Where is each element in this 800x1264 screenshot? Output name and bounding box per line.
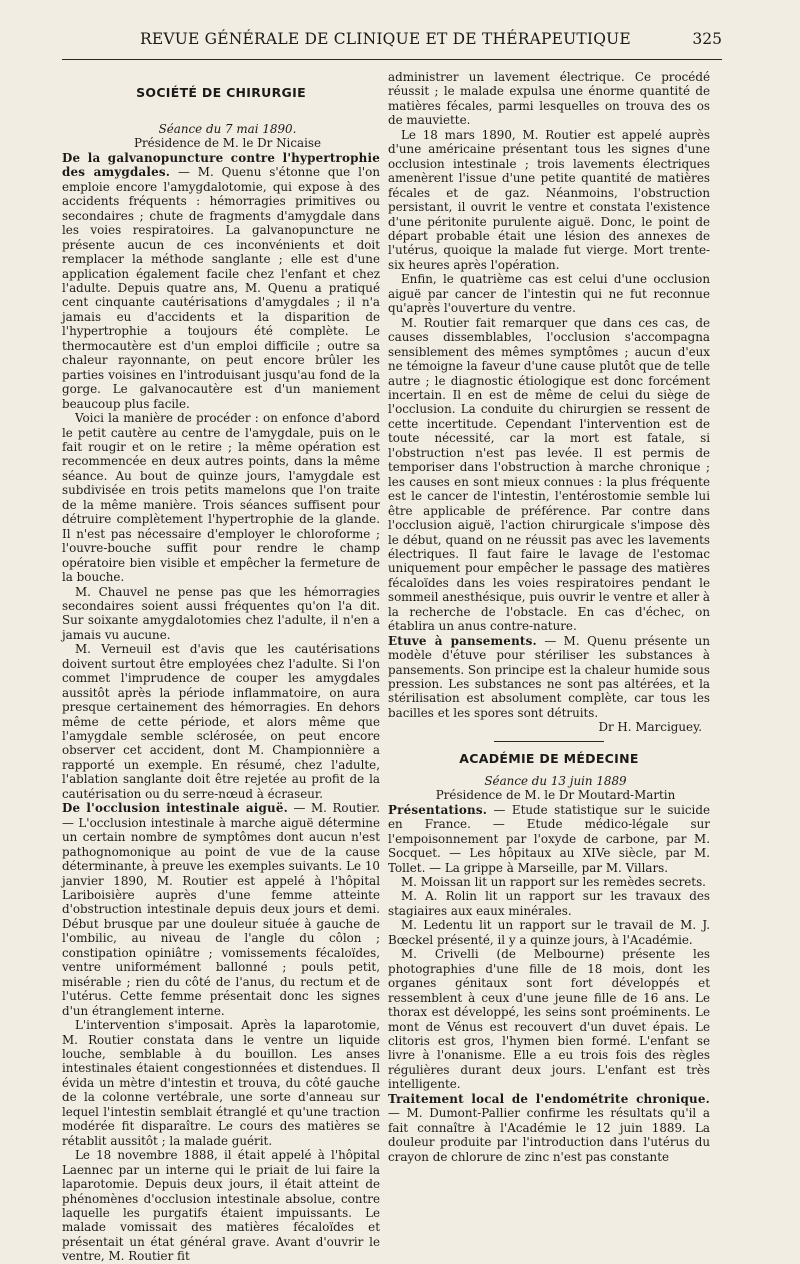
header-rule: [62, 59, 722, 60]
paragraph-procedure: Voici la manière de procéder : on enfonce d'abord le petit cautère au centre de l'amygdale, puis on le fait rougir et on le retire ; la même opération est recommencée en deux autres points, dans la même séance. Au bout de quinze jours, l'amygdale est subdivisée en trois petits mamelons que l'on traite de la même manière. Trois séances suffisent pour détruire complètement l'hypertrophie de la glande. Il n'est pas nécessaire d'employer le chloroforme ; l'ouvre-bouche suffit pour rendre le champ opératoire bien visible et empêcher la fermeture de la bouche.: [62, 411, 380, 585]
left-column: [62, 70, 380, 1264]
signature: Dr H. Marciguey.: [598, 720, 702, 735]
section-title-societe-chirurgie: SOCIÉTÉ DE CHIRURGIE: [136, 85, 306, 100]
section-separator: [494, 741, 604, 742]
page-header: [62, 30, 722, 52]
paragraph-lead: De l'occlusion intestinale aiguë.: [62, 801, 288, 816]
presidence-line: Présidence de M. le Dr Nicaise: [133, 136, 322, 151]
paragraph-rolin: M. A. Rolin lit un rapport sur les travaux des stagiaires aux eaux minérales.: [388, 889, 710, 918]
paragraph-body: — M. Routier. — L'occlusion intestinale à marche aiguë détermine un certain nombre de symptômes dont aucun n'est pathognomonique au point de vue de la cause déterminante, à preuve les exemples suivants. Le 10 janvier 1890, M. Routier est appelé à l'hôpital Lariboisière auprès d'une femme atteinte d'obstruction intestinale depuis deux jours et demi. Début brusque par une douleur située à gauche de l'ombilic, au niveau de l'angle du côlon ; constipation opiniâtre ; vomissements fécaloïdes, ventre uniformément ballonné ; pouls petit, misérable ; rien du côté de l'anus, du rectum et de l'utérus. Cette femme présentait donc les signes d'un étranglement interne.: [62, 801, 381, 1018]
paragraph-occlusion: [62, 801, 380, 1018]
paragraph-etuve: [388, 634, 710, 721]
paragraph-lead: Présentations.: [388, 802, 488, 817]
paragraph-lavement: administrer un lavement électrique. Ce procédé réussit ; le malade expulsa une énorme quantité de matières fécales, parmi lesquelles on trouva des os de mauviette.: [388, 70, 710, 128]
paragraph-ledentu: M. Ledentu lit un rapport sur le travail de M. J. Bœckel présenté, il y a quinze jours, à l'Académie.: [388, 918, 710, 947]
paragraph-laennec: Le 18 novembre 1888, il était appelé à l'hôpital Laennec par un interne qui le priait de lui faire la laparotomie. Depuis deux jours, il était atteint de phénomènes d'occlusion intestinale absolue, contre laquelle les purgatifs étaient impuissants. Le malade vomissait des matières fécaloïdes et présentait un état général grave. Avant d'ouvrir le ventre, M. Routier fit: [62, 1148, 380, 1264]
presidence-line: Présidence de M. le Dr Moutard-Martin: [435, 788, 676, 803]
paragraph-moissan: M. Moissan lit un rapport sur les remèdes secrets.: [401, 875, 706, 890]
paragraph-remarque: M. Routier fait remarquer que dans ces cas, de causes dissemblables, l'occlusion s'accompagna sensiblement des mêmes symptômes ; aucun d'eux ne témoigne la faveur d'une cause plutôt que de telle autre ; le diagnostic étiologique est donc forcément incertain. Il en est de même de celui du siège de l'occlusion. La conduite du chirurgien se ressent de cette incertitude. Cependant l'intervention est de toute nécessité, car la mort est fatale, si l'obstruction n'est pas levée. Il est permis de temporiser dans l'obstruction à marche chronique ; les causes en sont mieux connues : la plus fréquente est le cancer de l'intestin, l'entérostomie semble lui être applicable de préférence. Par contre dans l'occlusion aiguë, l'action chirurgicale s'impose dès le début, quand on ne réussit pas avec les lavements électriques. Il faut faire le lavage de l'estomac uniquement pour empêcher le passage des matières fécaloïdes dans les voies respiratoires pendant le sommeil anesthésique, puis ouvrir le ventre et aller à la recherche de l'obstacle. En cas d'échec, on établira un anus contre-nature.: [388, 315, 710, 634]
paragraph-body: — Etude statistique sur le suicide en France. — Etude médico-légale sur l'empoisonnement par l'oxyde de carbone, par M. Socquet. — Les hôpitaux au XIVe siècle, par M. Tollet. — La grippe à Marseille, par M. Villars.: [388, 802, 710, 875]
paragraph-crivelli: M. Crivelli (de Melbourne) présente les photographies d'une fille de 18 mois, dont les organes génitaux sont fort développés et ressemblent à ceux d'une jeune fille de 16 ans. Le thorax est développé, les seins sont proéminents. Le mont de Vénus est recouvert d'un duvet épais. Le clitoris est gros, l'hymen bien formé. L'enfant se livre à l'onanisme. Elle a eu trois fois des règles régulières durant deux jours. L'enfant est très intelligente.: [388, 947, 710, 1092]
paragraph-body: — M. Quenu s'étonne que l'on emploie encore l'amygdalotomie, qui expose à des accidents fréquents : hémorragies primitives ou secondaires ; chute de fragments d'amygdale dans les voies respiratoires. La galvanopuncture ne présente aucun de ces inconvénients et doit remplacer la méthode sanglante ; elle est d'une application également facile chez l'enfant et chez l'adulte. Depuis quatre ans, M. Quenu a pratiqué cent cinquante cautérisations d'amygdales ; il n'a jamais eu d'accidents et la disparition de l'hypertrophie a toujours été complète. Le thermocautère est d'un emploi difficile ; outre sa chaleur rayonnante, on peut encore brûler les parties voisines en l'introduisant jusqu'au fond de la gorge. Le galvanocautère est d'un maniement beaucoup plus facile.: [62, 165, 380, 411]
paragraph-verneuil: M. Verneuil est d'avis que les cautérisations doivent surtout être employées chez l'adulte. Si l'on commet l'imprudence de couper les amygdales aussitôt après la période inflammatoire, on aura presque certainement des hémorragies. En dehors même de cette période, et alors même que l'amygdale semble sclérosée, on peut encore observer cet accident, dont M. Championnière a rapporté un exemple. En résumé, chez l'adulte, l'ablation sanglante doit être rejetée au profit de la cautérisation ou du serre-nœud à écraseur.: [62, 642, 380, 801]
session-date: Séance du 13 juin 1889: [484, 773, 627, 788]
right-column: [388, 70, 710, 1164]
running-title: REVUE GÉNÉRALE DE CLINIQUE ET DE THÉRAPEUTIQUE: [140, 30, 631, 48]
paragraph-lead: Traitement local de l'endométrite chronique.: [388, 1091, 710, 1106]
paragraph-intervention: L'intervention s'imposait. Après la laparotomie, M. Routier constata dans le ventre un liquide louche, semblable à du bouillon. Les anses intestinales étaient congestionnées et distendues. Il évida un mètre d'intestin et trouva, du côté gauche de la colonne vertébrale, une sorte d'anneau sur lequel l'intestin semblait étranglé et qu'une traction modérée fit disparaître. Le cours des matières se rétablit aussitôt ; la malade guérit.: [62, 1018, 380, 1148]
section-title-academie-medecine: ACADÉMIE DE MÉDECINE: [459, 750, 639, 766]
paragraph-galvanopuncture: [62, 151, 380, 411]
paragraph-chauvel: M. Chauvel ne pense pas que les hémorragies secondaires soient aussi fréquentes qu'on l'a dit. Sur soixante amygdalotomies chez l'adulte, il n'en a jamais vu aucune.: [62, 584, 380, 642]
paragraph-americaine: Le 18 mars 1890, M. Routier est appelé auprès d'une américaine présentant tous les signes d'une occlusion intestinale ; trois lavements électriques amenèrent l'issue d'une petite quantité de matières fécales et de gaz. Néanmoins, l'obstruction persistant, il ouvrit le ventre et constata l'existence d'une péritonite purulente aiguë. Donc, le point de départ probable était une lésion des annexes de l'utérus, quoique la malade fut vierge. Mort trente-six heures après l'opération.: [388, 127, 710, 272]
page-number: 325: [692, 30, 722, 48]
session-date: Séance du 7 mai 1890.: [158, 122, 297, 136]
paragraph-body: — M. Dumont-Pallier confirme les résultats qu'il a fait connaître à l'Académie le 12 juin 1889. La douleur produite par l'introduction dans l'utérus du crayon de chlorure de zinc n'est pas constante: [388, 1106, 710, 1164]
paragraph-lead: Etuve à pansements.: [388, 633, 537, 648]
paragraph-cancer: Enfin, le quatrième cas est celui d'une occlusion aiguë par cancer de l'intestin qui ne fut reconnue qu'après l'ouverture du ventre.: [388, 272, 710, 316]
paragraph-body: — M. Quenu présente un modèle d'étuve pour stériliser les substances à pansements. Son principe est la chaleur humide sous pression. Les substances ne sont pas altérées, et la stérilisation est absolument complète, car tous les bacilles et les spores sont détruits.: [388, 633, 710, 720]
paragraph-endometrite: [388, 1092, 710, 1164]
paragraph-lead: De la galvanopuncture contre l'hypertrophie des amygdales.: [62, 150, 380, 180]
paragraph-presentations: [388, 803, 710, 875]
